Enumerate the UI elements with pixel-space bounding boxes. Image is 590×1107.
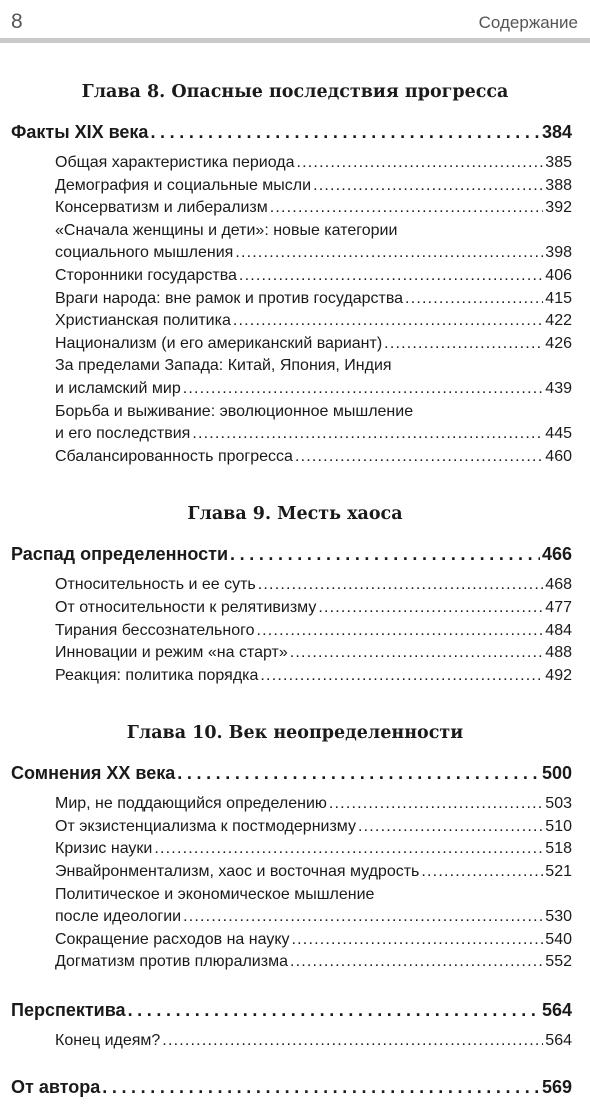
entry-page: 530 (545, 908, 572, 926)
entry-title-line: Политическое и экономическое мышление (55, 885, 375, 903)
entry-page: 406 (545, 266, 572, 284)
entry-title: Сбалансированность прогресса (55, 447, 293, 465)
entry-title: Реакция: политика порядка (55, 666, 259, 684)
entry-title: Враги народа: вне рамок и против государства (55, 289, 404, 307)
toc-entry (55, 242, 572, 265)
dot-leader (329, 793, 543, 816)
section-title: Распад определенности (11, 544, 229, 565)
toc-entry (55, 838, 572, 861)
section-page: 466 (541, 544, 572, 565)
entry-page: 439 (545, 379, 572, 397)
dot-leader (421, 861, 543, 884)
entry-page: 564 (545, 1032, 572, 1050)
toc-entry (55, 906, 572, 929)
chapter-heading: Глава 10. Век неопределенности (126, 723, 464, 744)
header-rule (0, 38, 590, 43)
toc-entry (55, 951, 572, 974)
entry-title: От относительности к релятивизму (55, 598, 317, 616)
dot-leader (358, 816, 543, 839)
dot-leader (405, 288, 543, 311)
entry-page: 477 (545, 598, 572, 616)
dot-leader (150, 112, 540, 152)
entry-page: 521 (545, 863, 572, 881)
entry-title: Относительность и ее суть (55, 576, 256, 594)
dot-leader (318, 597, 543, 620)
dot-leader (154, 838, 543, 861)
dot-leader (102, 1067, 540, 1107)
dot-leader (292, 929, 544, 952)
dot-leader (162, 1030, 543, 1053)
entry-page: 398 (545, 244, 572, 262)
dot-leader (183, 378, 544, 401)
toc-entry (55, 288, 572, 311)
dot-leader (128, 990, 540, 1030)
toc-entry (55, 574, 572, 597)
entry-page: 488 (545, 644, 572, 662)
entry-page: 445 (545, 425, 572, 443)
toc-entry (55, 642, 572, 665)
entry-list (0, 1030, 590, 1053)
entry-title-line: За пределами Запада: Китай, Япония, Индия (55, 357, 392, 375)
dot-leader (297, 152, 544, 175)
toc-entry (55, 152, 572, 175)
entry-page: 510 (545, 817, 572, 835)
entry-page: 388 (545, 176, 572, 194)
toc-entry (55, 265, 572, 288)
chapter-heading: Глава 8. Опасные последствия прогресса (81, 82, 509, 102)
section-page: 384 (541, 122, 572, 142)
section-row (11, 534, 572, 574)
toc-entry (55, 175, 572, 198)
toc-entry (55, 597, 572, 620)
entry-title: Конец идеям? (55, 1032, 161, 1050)
entry-title: Мир, не поддающийся определению (55, 795, 327, 813)
entry-title-line: Борьба и выживание: эволюционное мышление (55, 402, 414, 420)
entry-title: после идеологии (55, 908, 182, 926)
entry-title: и его последствия (55, 425, 191, 443)
dot-leader (239, 265, 543, 288)
entry-title: Сокращение расходов на науку (55, 930, 290, 948)
entry-page: 468 (545, 576, 572, 594)
entry-page: 422 (545, 312, 572, 330)
entry-title: Кризис науки (55, 840, 153, 858)
page-number: 8 (11, 10, 23, 33)
dot-leader (177, 753, 540, 793)
dot-leader (313, 175, 543, 198)
section-page: 569 (541, 1076, 572, 1097)
section-page: 564 (541, 1000, 572, 1021)
toc-entry (55, 423, 572, 446)
entry-title: и исламский мир (55, 379, 181, 397)
entry-list (0, 793, 590, 974)
dot-leader (257, 620, 544, 643)
entry-page: 460 (545, 447, 572, 465)
toc-entry (55, 816, 572, 839)
dot-leader (230, 534, 540, 574)
dot-leader (260, 665, 543, 688)
toc-entry (55, 793, 572, 816)
dot-leader (290, 642, 544, 665)
toc-entry (55, 333, 572, 356)
section-row (11, 1067, 572, 1107)
toc-entry (55, 665, 572, 688)
entry-title: Демография и социальные мысли (55, 176, 312, 194)
toc-entry (55, 446, 572, 469)
section-row (11, 112, 572, 152)
entry-page: 484 (545, 621, 572, 639)
section-title: Факты XIX века (11, 122, 149, 142)
entry-page: 415 (545, 289, 572, 307)
entry-title: Энвайронментализм, хаос и восточная мудрость (55, 863, 420, 881)
section-page: 500 (541, 763, 572, 784)
section-row (11, 753, 572, 793)
toc-entry (55, 310, 572, 333)
entry-title: Инновации и режим «на старт» (55, 644, 288, 662)
entry-page: 518 (545, 840, 572, 858)
section-title: Сомнения XX века (11, 763, 176, 784)
dot-leader (192, 423, 543, 446)
entry-page: 492 (545, 666, 572, 684)
dot-leader (233, 310, 543, 333)
entry-title: социального мышления (55, 244, 234, 262)
entry-title: Национализм (и его американский вариант) (55, 334, 383, 352)
entry-list (0, 152, 590, 468)
entry-title: От экзистенциализма к постмодернизму (55, 817, 356, 835)
running-title: Содержание (478, 13, 578, 32)
toc-entry (55, 378, 572, 401)
dot-leader (183, 906, 543, 929)
entry-page: 503 (545, 795, 572, 813)
entry-page: 552 (545, 953, 572, 971)
entry-page: 385 (545, 154, 572, 171)
entry-page: 540 (545, 930, 572, 948)
toc-entry (55, 929, 572, 952)
entry-title: Тирания бессознательного (55, 621, 255, 639)
toc-entry (55, 197, 572, 220)
entry-list (0, 574, 590, 687)
entry-title: Сторонники государства (55, 266, 237, 284)
entry-title: Христианская политика (55, 312, 231, 330)
entry-title: Консерватизм и либерализм (55, 199, 268, 217)
entry-page: 426 (545, 334, 572, 352)
dot-leader (258, 574, 544, 597)
chapter-heading: Глава 9. Месть хаоса (187, 504, 403, 525)
page-header (0, 0, 590, 44)
entry-title: Догматизм против плюрализма (55, 953, 288, 971)
section-title: Перспектива (11, 1000, 126, 1021)
toc-entry (55, 861, 572, 884)
entry-title-line: «Сначала женщины и дети»: новые категории (55, 221, 398, 239)
dot-leader (290, 951, 543, 974)
section-title: От автора (11, 1076, 101, 1097)
dot-leader (384, 333, 543, 356)
toc-entry (55, 1030, 572, 1053)
table-of-contents (0, 44, 590, 1107)
dot-leader (295, 446, 543, 469)
toc-entry (55, 620, 572, 643)
dot-leader (235, 242, 543, 265)
section-row (11, 990, 572, 1030)
entry-page: 392 (545, 199, 572, 217)
entry-title: Общая характеристика периода (55, 154, 295, 171)
dot-leader (270, 197, 544, 220)
